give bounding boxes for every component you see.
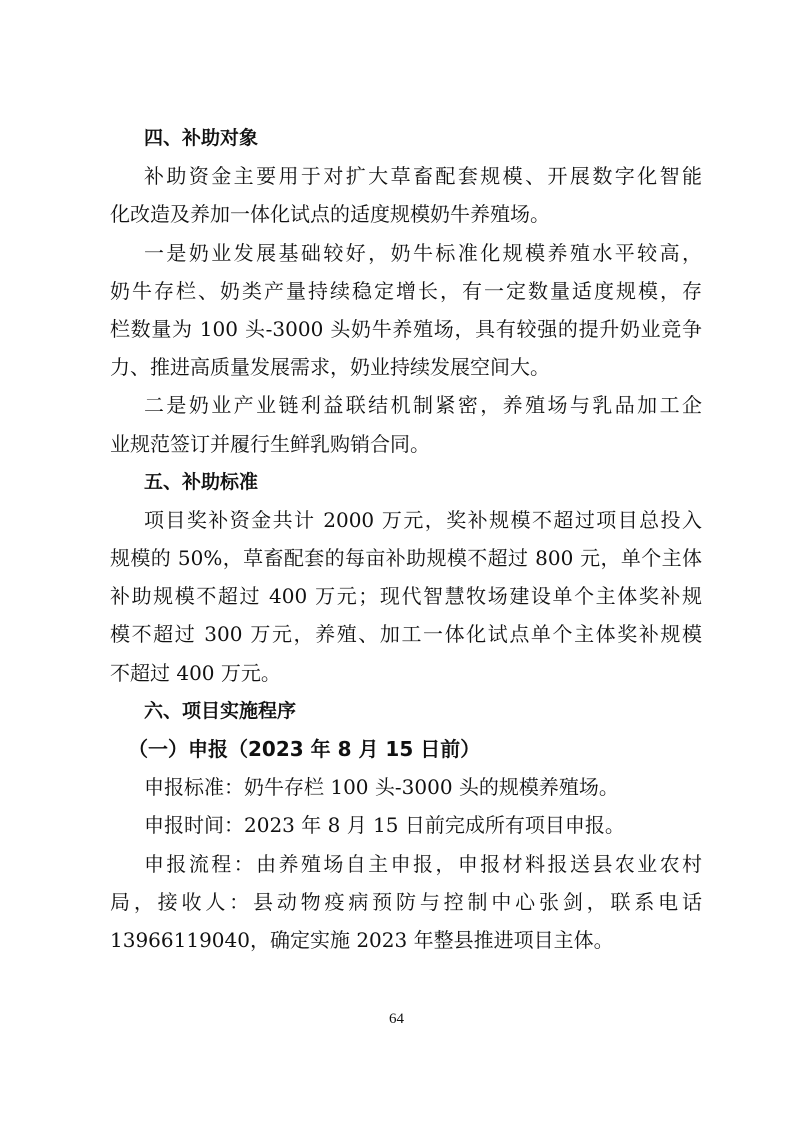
paragraph-line: 局，接收人：县动物疫病预防与控制中心张剑，联系电话 [110, 889, 702, 914]
paragraph-line: 奶牛存栏、奶类产量持续稳定增长，有一定数量适度规模，存 [110, 278, 702, 303]
paragraph-line: 二是奶业产业链利益联结机制紧密，养殖场与乳品加工企 [144, 393, 702, 418]
paragraph-line: 力、推进高质量发展需求，奶业持续发展空间大。 [110, 355, 550, 380]
paragraph-line: 补助资金主要用于对扩大草畜配套规模、开展数字化智能 [144, 164, 702, 189]
paragraph-line: 申报流程：由养殖场自主申报，申报材料报送县农业农村 [144, 851, 702, 876]
document-body [110, 119, 702, 959]
paragraph-line: 一是奶业发展基础较好，奶牛标准化规模养殖水平较高， [144, 240, 702, 265]
section-heading-subsidy-standards: 五、补助标准 [144, 470, 259, 493]
page-number: 64 [389, 1011, 404, 1027]
section-heading-subsidy-targets: 四、补助对象 [144, 127, 259, 149]
paragraph-line: 申报标准：奶牛存栏 100 头-3000 头的规模养殖场。 [144, 775, 619, 800]
paragraph-line: 栏数量为 100 头-3000 头奶牛养殖场，具有较强的提升奶业竞争 [110, 316, 702, 341]
paragraph-line: 申报时间：2023 年 8 月 15 日前完成所有项目申报。 [144, 813, 625, 838]
paragraph-line: 规模的 50%，草畜配套的每亩补助规模不超过 800 元，单个主体 [110, 546, 702, 571]
paragraph-line: 13966119040，确定实施 2023 年整县推进项目主体。 [110, 927, 614, 952]
subsection-heading-application: （一）申报（2023 年 8 月 15 日前） [128, 737, 481, 761]
paragraph-line: 补助规模不超过 400 万元；现代智慧牧场建设单个主体奖补规 [110, 584, 702, 609]
paragraph-line: 化改造及养加一体化试点的适度规模奶牛养殖场。 [110, 202, 550, 227]
paragraph-line: 不超过 400 万元。 [110, 660, 281, 685]
paragraph-line: 项目奖补资金共计 2000 万元，奖补规模不超过项目总投入 [144, 507, 702, 532]
paragraph-line: 模不超过 300 万元，养殖、加工一体化试点单个主体奖补规模 [110, 622, 702, 647]
section-heading-implementation-procedure: 六、项目实施程序 [144, 699, 297, 722]
paragraph-line: 业规范签订并履行生鲜乳购销合同。 [110, 431, 430, 456]
